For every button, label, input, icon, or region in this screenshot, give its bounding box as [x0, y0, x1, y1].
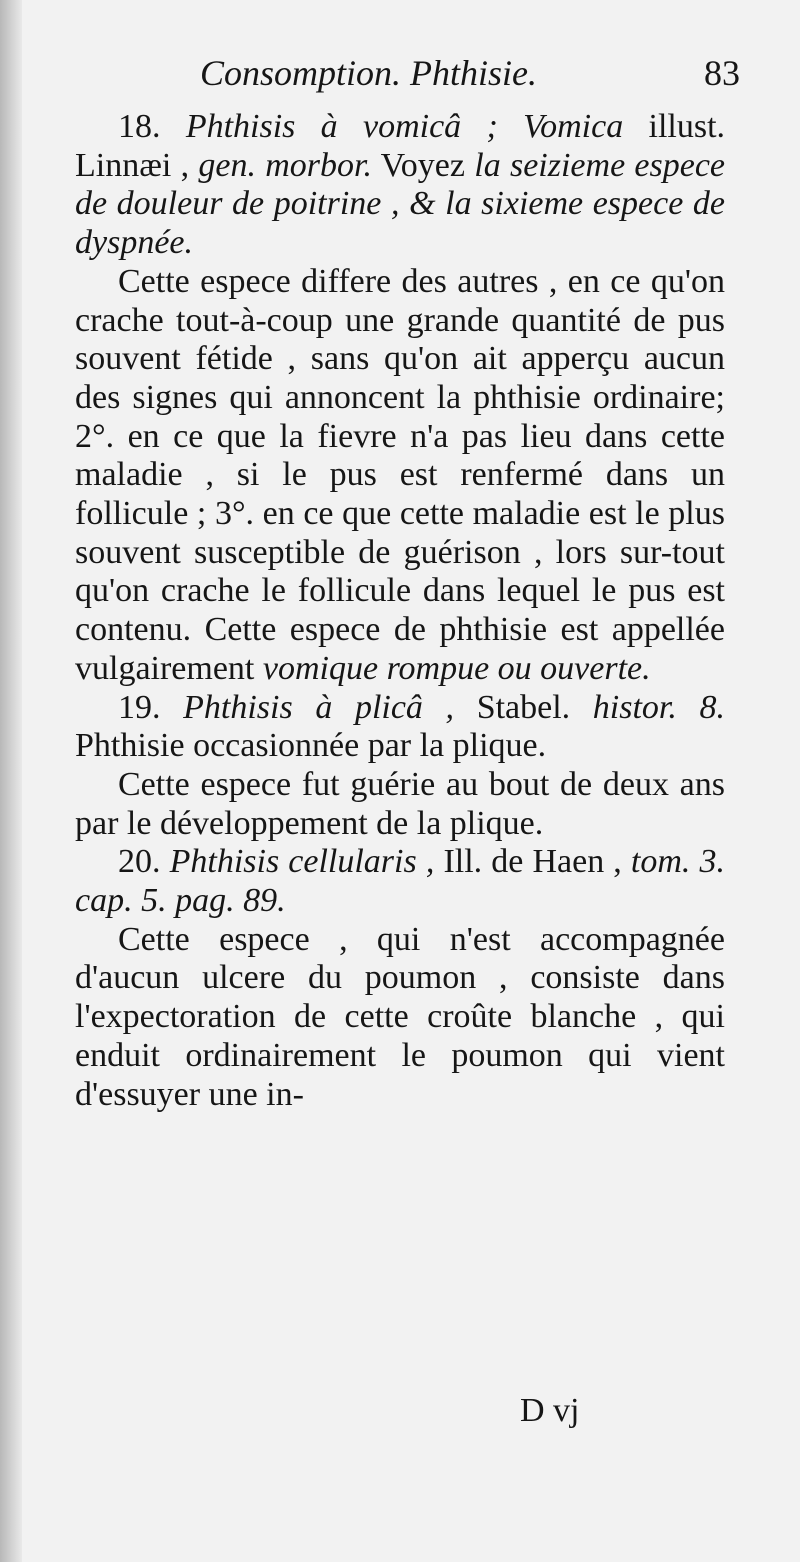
- entry-18-synonym-rest: illust.: [648, 108, 726, 145]
- page-gutter-shadow: [0, 0, 22, 1562]
- entry-18-number: 18.: [118, 108, 161, 145]
- entry-20-number: 20.: [118, 843, 161, 881]
- entry-18-body: [75, 263, 725, 689]
- entry-19-latin-name: Phthisis à plicâ ,: [183, 688, 455, 726]
- entry-18-synonym: Vomica: [523, 108, 624, 145]
- entry-18-reference: la seizieme espece de douleur de poitrine , & la sixieme espece de dyspnée.: [75, 146, 726, 262]
- page-body: [75, 108, 725, 1114]
- entry-18-latin-name: Phthisis à vomicâ ;: [185, 108, 498, 145]
- entry-20-author: Ill. de Haen ,: [443, 843, 622, 881]
- running-title: Consomption. Phthisie.: [200, 53, 538, 93]
- entry-20-reference: tom. 3. cap. 5. pag. 89.: [75, 843, 726, 920]
- entry-20-latin-name: Phthisis cellularis ,: [169, 843, 435, 881]
- entry-19-body: Cette espece fut guérie au bout de deux ans par le développement de la plique.: [75, 765, 725, 842]
- entry-18-heading: [75, 108, 725, 263]
- running-header: [200, 52, 740, 104]
- entry-19-heading: [75, 689, 725, 766]
- entry-19-number: 19.: [118, 688, 161, 726]
- entry-18-body-text: Cette espece differe des autres , en ce qu'on crache tout-à-coup une grande quantité de pus souvent fétide , sans qu'on ait apperçu aucun des signes qui annoncent la phthisie ordinaire; 2°. en ce que la fievre n'a pas lieu dans cette maladie , si le pus est renfermé dans un follicule ; 3°. en ce que cette maladie est le plus souvent susceptible de guérison , lors sur-tout qu'on crache le follicule dans lequel le pus est contenu. Cette espece de phthisie est appellée vulgairement: [75, 262, 725, 687]
- entry-18-author: Linnæi ,: [75, 146, 190, 184]
- entry-19-author: Stabel.: [476, 688, 571, 726]
- entry-18-work: gen. morbor.: [198, 146, 372, 184]
- page-number: 83: [704, 53, 740, 93]
- signature-mark: D vj: [520, 1392, 580, 1429]
- entry-20-heading: [75, 843, 725, 920]
- entry-18-voyez: Voyez: [380, 146, 465, 184]
- entry-19-description: Phthisie occasionnée par la plique.: [75, 727, 547, 765]
- entry-19-work: histor. 8.: [592, 688, 726, 726]
- entry-18-body-italic: vomique rompue ou ouverte.: [262, 649, 651, 687]
- entry-20-body: Cette espece , qui n'est accompagnée d'aucun ulcere du poumon , consiste dans l'expectoration de cette croûte blanche , qui enduit ordinairement le poumon qui vient d'essuyer une in-: [75, 920, 725, 1113]
